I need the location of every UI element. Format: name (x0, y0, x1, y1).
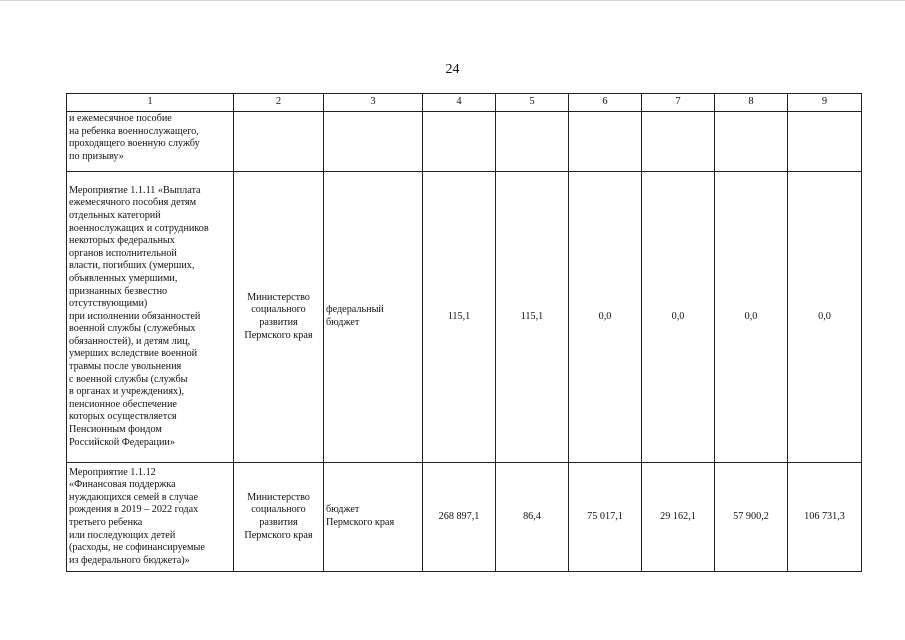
top-scan-edge (0, 0, 905, 1)
table-row (67, 172, 862, 463)
executor-cell: Министерство социального развития Пермского края (234, 463, 324, 572)
value-cell (569, 112, 642, 172)
header-row (67, 94, 862, 112)
funding-source-cell: бюджет Пермского края (324, 463, 423, 572)
column-header: 5 (496, 94, 569, 112)
column-header: 8 (715, 94, 788, 112)
column-header: 9 (788, 94, 862, 112)
measure-description: и ежемесячное пособие на ребенка военнослужащего, проходящего военную службу по призыву» (67, 112, 234, 172)
value-cell: 0,0 (569, 172, 642, 463)
value-cell (788, 112, 862, 172)
measure-description: Мероприятие 1.1.11 «Выплата ежемесячного пособия детям отдельных категорий военнослужащих и сотрудников некоторых федеральных органов исполнительной власти, погибших (умерших, объявленных умершими, признанных безвестно отсутствующими) при исполнении обязанностей военной службы (служебных обязанностей), и детям лиц, умерших вследствие военной травмы после увольнения с военной службы (службы в органах и учреждениях), пенсионное обеспечение которых осуществляется Пенсионным фондом Российской Федерации» (67, 172, 234, 463)
column-header: 6 (569, 94, 642, 112)
executor-cell (234, 112, 324, 172)
column-header: 3 (324, 94, 423, 112)
measure-description: Мероприятие 1.1.12 «Финансовая поддержка нуждающихся семей в случае рождения в 2019 – 2022 годах третьего ребенка или последующих детей (расходы, не софинансируемые из федерального бюджета)» (67, 463, 234, 572)
value-cell: 57 900,2 (715, 463, 788, 572)
column-header: 4 (423, 94, 496, 112)
value-cell (715, 112, 788, 172)
value-cell: 268 897,1 (423, 463, 496, 572)
budget-table (66, 93, 862, 572)
value-cell: 29 162,1 (642, 463, 715, 572)
value-cell: 106 731,3 (788, 463, 862, 572)
value-cell: 0,0 (715, 172, 788, 463)
funding-source-cell (324, 112, 423, 172)
table-row (67, 463, 862, 572)
value-cell (423, 112, 496, 172)
value-cell: 115,1 (496, 172, 569, 463)
column-header: 1 (67, 94, 234, 112)
value-cell (496, 112, 569, 172)
column-header: 2 (234, 94, 324, 112)
page-number: 24 (445, 62, 460, 77)
value-cell: 115,1 (423, 172, 496, 463)
value-cell: 0,0 (642, 172, 715, 463)
funding-source-cell: федеральный бюджет (324, 172, 423, 463)
column-header: 7 (642, 94, 715, 112)
table-row (67, 112, 862, 172)
value-cell: 86,4 (496, 463, 569, 572)
executor-cell: Министерство социального развития Пермского края (234, 172, 324, 463)
value-cell: 0,0 (788, 172, 862, 463)
value-cell: 75 017,1 (569, 463, 642, 572)
value-cell (642, 112, 715, 172)
